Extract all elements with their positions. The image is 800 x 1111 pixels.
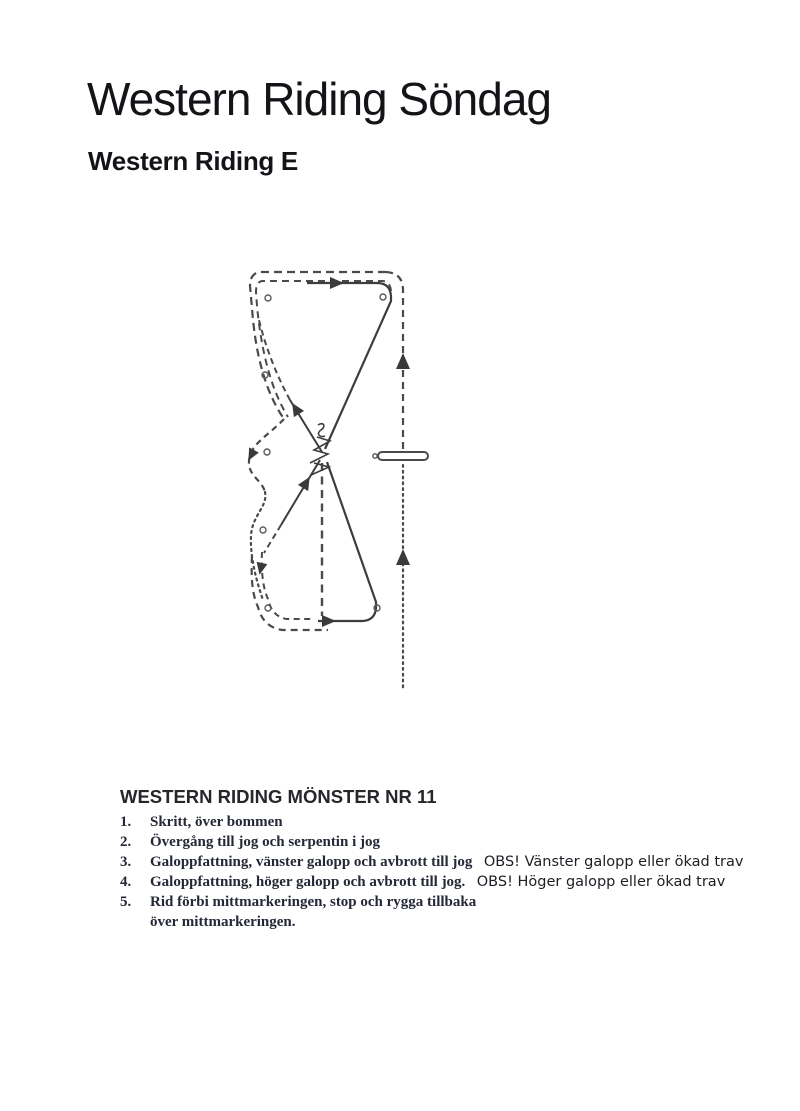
pattern-step-2 xyxy=(120,832,792,852)
pattern-step-3 xyxy=(120,852,792,872)
pattern-heading: WESTERN RIDING MÖNSTER NR 11 xyxy=(120,786,437,807)
step-text: Övergång till jog och serpentin i jog xyxy=(150,834,380,850)
pattern-step-1 xyxy=(120,812,792,832)
pattern-instructions xyxy=(120,786,792,932)
right-arrow-icon xyxy=(330,277,344,289)
step-text: Galoppfattning, vänster galopp och avbrott till jog xyxy=(150,854,473,870)
jog-outer-path xyxy=(250,272,391,419)
cone-marker-icon xyxy=(380,294,386,300)
up-right-arrow-icon xyxy=(298,474,315,491)
pattern-step-5 xyxy=(120,892,792,932)
up-arrow-icon xyxy=(396,549,410,565)
step-number: 3. xyxy=(120,854,132,870)
step-note: OBS! Vänster galopp eller ökad trav xyxy=(483,854,744,870)
step-text: Skritt, över bommen xyxy=(150,814,283,830)
down-arrow-icon xyxy=(244,447,259,463)
step-number: 4. xyxy=(120,874,132,890)
step-number: 1. xyxy=(120,814,132,830)
cone-marker-icon xyxy=(265,295,271,301)
pole-icon xyxy=(373,452,428,460)
step-text-line2: över mittmarkeringen. xyxy=(150,914,296,930)
serpentine-path xyxy=(244,419,284,600)
step-number: 2. xyxy=(120,834,132,850)
page-subtitle: Western Riding E xyxy=(88,146,298,176)
right-arrow-icon xyxy=(322,615,336,627)
cone-marker-icon xyxy=(264,449,270,455)
step-note: OBS! Höger galopp eller ökad trav xyxy=(476,874,726,890)
jog-bottom-path xyxy=(252,552,328,630)
up-arrow-icon xyxy=(396,353,410,369)
step-text: Galoppfattning, höger galopp och avbrott till jog. xyxy=(150,874,466,890)
cone-marker-icon xyxy=(260,527,266,533)
riding-pattern-diagram xyxy=(230,255,445,695)
step-text: Rid förbi mittmarkeringen, stop och rygga tillbaka xyxy=(150,894,477,910)
page-title: Western Riding Söndag xyxy=(87,73,551,125)
entry-line xyxy=(386,272,410,688)
step-number: 5. xyxy=(120,894,132,910)
pattern-step-4 xyxy=(120,872,792,892)
up-left-arrow-icon xyxy=(287,400,304,417)
